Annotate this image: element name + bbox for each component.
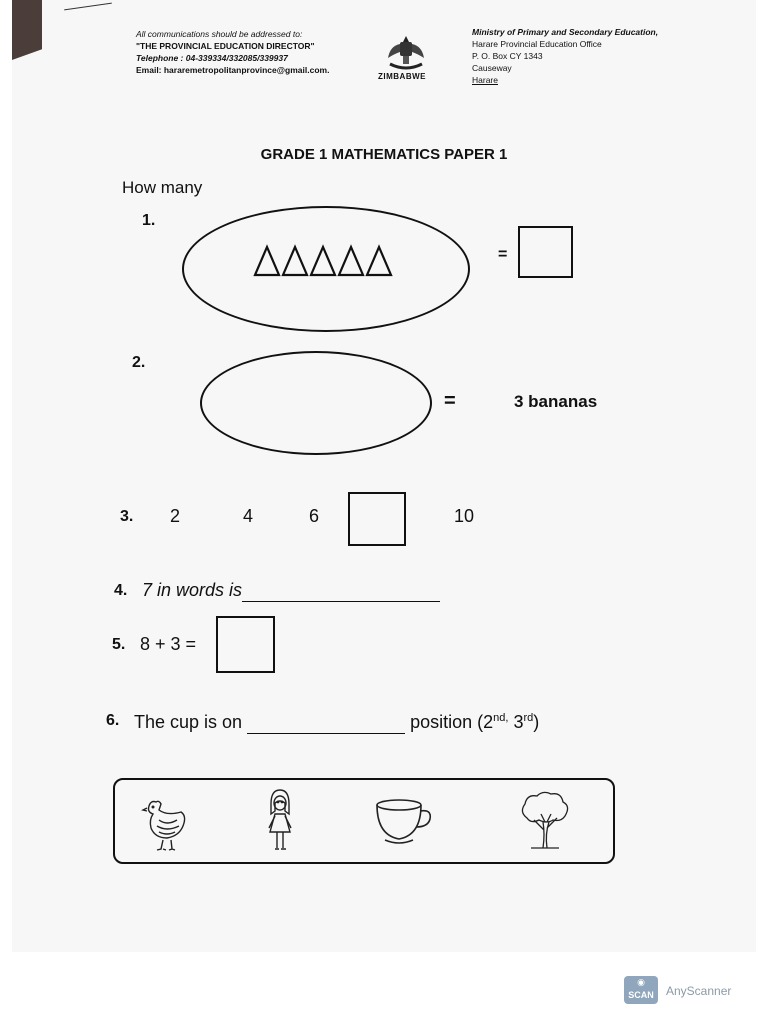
- zimbabwe-coat-of-arms-icon: [380, 34, 432, 72]
- question-1-triangles: [252, 244, 400, 278]
- question-6-answer-line[interactable]: [247, 712, 405, 734]
- question-3-answer-box[interactable]: [348, 492, 406, 546]
- header-right-line4: Causeway: [472, 63, 512, 73]
- question-4-prompt: 7 in words is: [142, 580, 243, 600]
- question-6-close: ): [533, 712, 540, 732]
- hen-icon: [141, 796, 193, 852]
- instruction-how-many: How many: [122, 178, 203, 197]
- question-2-equals: =: [444, 390, 456, 412]
- header-left-address: [136, 28, 329, 76]
- question-6-position-label: position (2: [410, 712, 494, 732]
- question-5-number: 5.: [112, 636, 126, 653]
- tree-icon: [517, 790, 573, 852]
- scan-logo-text: SCAN: [628, 990, 654, 1000]
- sequence-value-3: 6: [309, 506, 320, 526]
- triangle-2-icon: [283, 247, 307, 275]
- question-4-answer-line[interactable]: [242, 580, 440, 602]
- question-4-number: 4.: [114, 582, 128, 599]
- question-5-answer-box[interactable]: [216, 616, 275, 673]
- header-right-line2: Harare Provincial Education Office: [472, 39, 602, 49]
- question-6-sup-rd: rd: [523, 712, 534, 724]
- sequence-value-1: 2: [170, 506, 181, 526]
- header-left-line2: "THE PROVINCIAL EDUCATION DIRECTOR": [136, 41, 315, 51]
- triangle-1-icon: [255, 247, 279, 275]
- header-right-address: [472, 26, 658, 86]
- question-2-answer-text: 3 bananas: [514, 392, 598, 411]
- triangle-5-icon: [367, 247, 391, 275]
- question-6-prompt: The cup is on: [134, 712, 243, 732]
- sequence-value-2: 4: [243, 506, 254, 526]
- question-2-drawing-ellipse[interactable]: [200, 351, 432, 455]
- crest-label: ZIMBABWE: [378, 72, 426, 81]
- anyscanner-logo-icon: [624, 976, 658, 1004]
- question-1-equals: =: [498, 246, 508, 263]
- question-1-answer-box[interactable]: [518, 226, 573, 278]
- header-right-line5: Harare: [472, 75, 498, 85]
- question-3-number: 3.: [120, 508, 134, 525]
- header-right-line3: P. O. Box CY 1343: [472, 51, 543, 61]
- girl-icon: [263, 788, 297, 856]
- picture-strip: [113, 778, 615, 864]
- header-left-line3: Telephone : 04-339334/332085/339937: [136, 53, 288, 63]
- header-left-line4: Email: hararemetropolitanprovince@gmail.com.: [136, 65, 330, 75]
- question-6-mid: 3: [508, 712, 524, 732]
- triangle-3-icon: [311, 247, 335, 275]
- question-5-text: 8 + 3 =: [140, 634, 197, 654]
- sequence-value-4: 10: [454, 506, 475, 526]
- question-6-number: 6.: [106, 712, 120, 729]
- question-4-text: [142, 580, 440, 602]
- triangle-4-icon: [339, 247, 363, 275]
- anyscanner-app-name: AnyScanner: [666, 984, 732, 998]
- header-left-line1: All communications should be addressed to:: [136, 29, 303, 39]
- cup-icon: [373, 796, 435, 850]
- paper-title: GRADE 1 MATHEMATICS PAPER 1: [260, 146, 508, 163]
- question-2-number: 2.: [132, 354, 146, 371]
- header-right-line1: Ministry of Primary and Secondary Education,: [472, 27, 659, 37]
- question-6-sup-nd: nd,: [493, 712, 509, 724]
- question-1-number: 1.: [142, 212, 156, 229]
- scan-logo-dot: ◉: [637, 977, 645, 987]
- question-6-text: [134, 712, 539, 734]
